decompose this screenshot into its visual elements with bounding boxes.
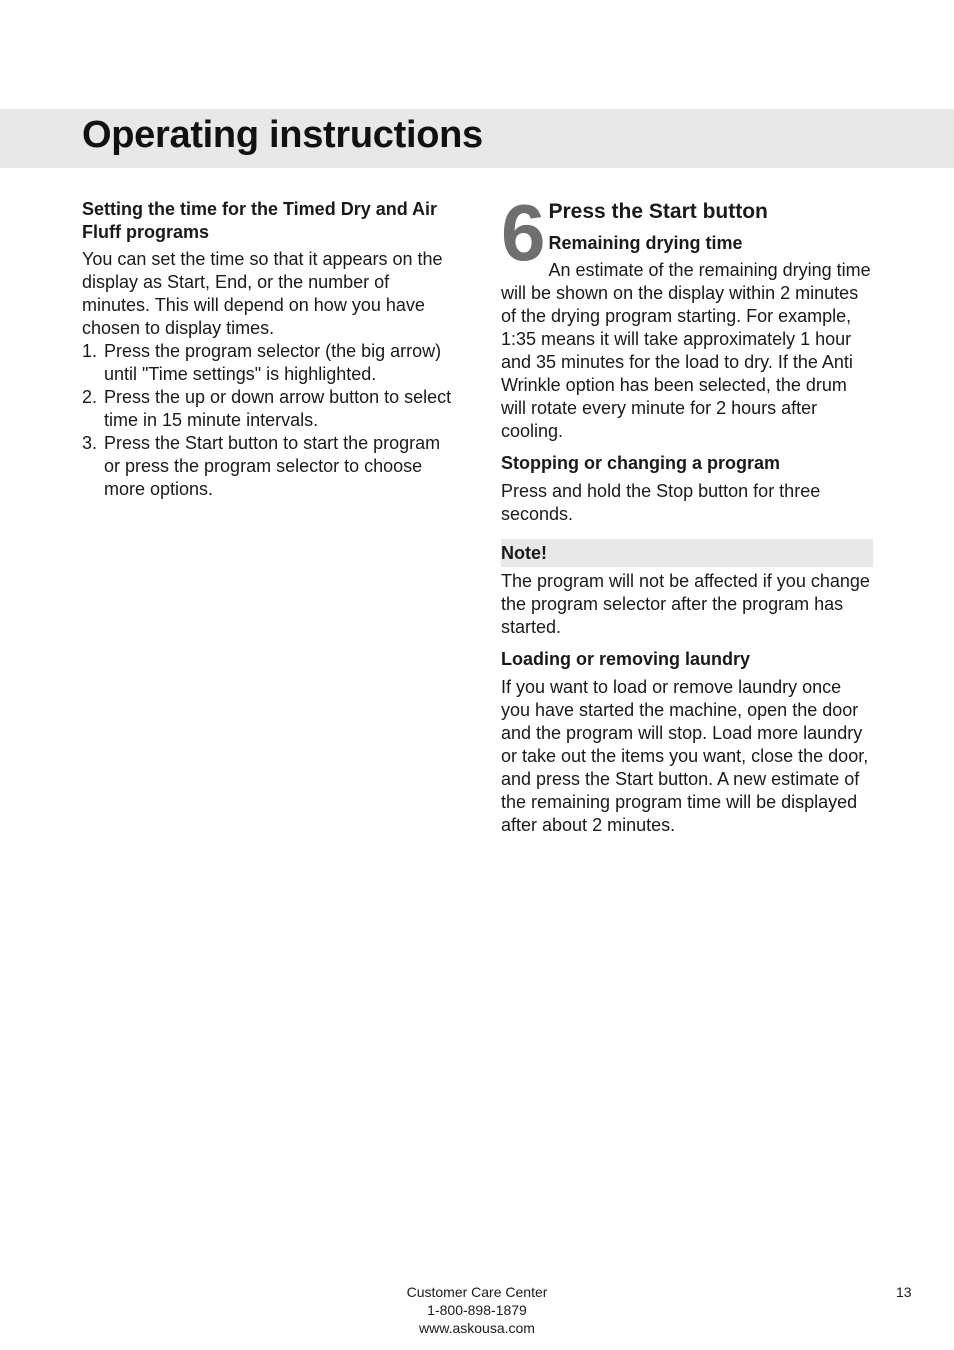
stopping-text: Press and hold the Stop button for three seconds. xyxy=(501,481,821,524)
left-column xyxy=(82,198,454,501)
page-number: 13 xyxy=(896,1284,912,1300)
list-item: 3. Press the Start button to start the program or press the program selector to choose more options. xyxy=(82,433,441,499)
timed-dry-steps xyxy=(82,340,454,501)
list-item: 2. Press the up or down arrow button to select time in 15 minute intervals. xyxy=(82,387,452,430)
note-heading: Note! xyxy=(501,539,873,567)
timed-dry-intro: You can set the time so that it appears on the display as Start, End, or the number of minutes. This will depend on how you have chosen to display times. xyxy=(82,249,443,338)
page-title: Operating instructions xyxy=(82,114,483,156)
note-text: The program will not be affected if you change the program selector after the program has started. xyxy=(501,571,870,637)
loading-heading: Loading or removing laundry xyxy=(501,649,751,669)
stopping-heading: Stopping or changing a program xyxy=(501,453,780,473)
loading-text: If you want to load or remove laundry once you have started the machine, open the door and the program will stop. Load more laundry or take out the items you want, close the door, and press the Start button. A new estimate of the remaining program time will be displayed after about 2 minutes. xyxy=(501,677,869,835)
step-number: 6 xyxy=(501,188,546,277)
step-title: Press the Start button xyxy=(548,200,768,223)
footer-customer-care: Customer Care Center xyxy=(406,1284,548,1300)
list-item: 1. Press the program selector (the big arrow) until "Time settings" is highlighted. xyxy=(82,341,442,384)
footer xyxy=(0,1283,954,1337)
timed-dry-heading: Setting the time for the Timed Dry and Air Fluff programs xyxy=(82,199,438,242)
remaining-text: An estimate of the remaining drying time will be shown on the display within 2 minutes of the drying program starting. For example, 1:35 means it will take approximately 1 hour and 35 minutes for the load to dry. If the Anti Wrinkle option has been selected, the drum will rotate every minute for 2 hours after cooling. xyxy=(501,260,871,441)
footer-phone: 1-800-898-1879 xyxy=(427,1302,527,1318)
right-column xyxy=(501,188,873,837)
footer-website: www.askousa.com xyxy=(419,1320,535,1336)
remaining-heading: Remaining drying time xyxy=(548,233,743,253)
